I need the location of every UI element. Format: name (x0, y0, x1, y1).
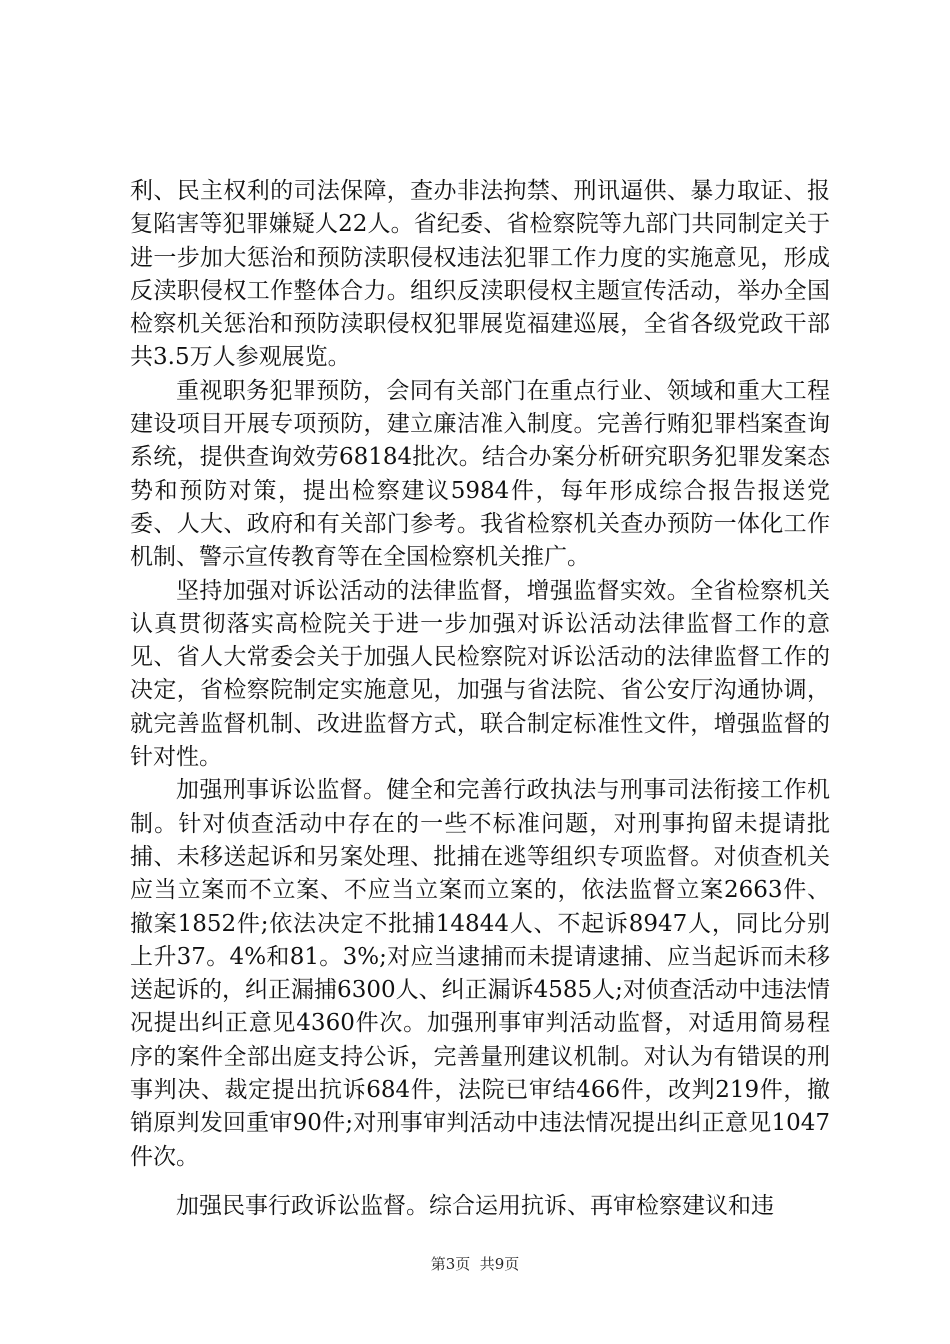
page-footer (0, 1253, 950, 1274)
paragraph-litigation-supervision: 坚持加强对诉讼活动的法律监督，增强监督实效。全省检察机关认真贯彻落实高检院关于进一步加强对诉讼活动法律监督工作的意见、省人大常委会关于加强人民检察院对诉讼活动的法律监督工作的决定，省检察院制定实施意见，加强与省法院、省公安厅沟通协调，就完善监督机制、改进监督方式，联合制定标准性文件，增强监督的针对性。 (130, 577, 830, 771)
document-body (130, 175, 830, 1223)
paragraph-continuation: 利、民主权利的司法保障，查办非法拘禁、刑讯逼供、暴力取证、报复陷害等犯罪嫌疑人22人。省纪委、省检察院等九部门共同制定关于进一步加大惩治和预防渎职侵权违法犯罪工作力度的实施意见，形成反渎职侵权工作整体合力。组织反渎职侵权主题宣传活动，举办全国检察机关惩治和预防渎职侵权犯罪展览福建巡展，全省各级党政干部共3.5万人参观展览。 (130, 178, 830, 371)
paragraph-criminal-supervision: 加强刑事诉讼监督。健全和完善行政执法与刑事司法衔接工作机制。针对侦查活动中存在的一些不标准问题，对刑事拘留未提请批捕、未移送起诉和另案处理、批捕在逃等组织专项监督。对侦查机关应当立案而不立案、不应当立案而立案的，依法监督立案2663件、撤案1852件;依法决定不批捕14844人、不起诉8947人，同比分别上升37。4%和81。3%;对应当逮捕而未提请逮捕、应当起诉而未移送起诉的，纠正漏捕6300人、纠正漏诉4585人;对侦查活动中违法情况提出纠正意见4360件次。加强刑事审判活动监督，对适用简易程序的案件全部出庭支持公诉，完善量刑建议机制。对认为有错误的刑事判决、裁定提出抗诉684件，法院已审结466件，改判219件，撤销原判发回重审90件;对刑事审判活动中违法情况提出纠正意见1047件次。 (130, 777, 830, 1170)
paragraph-civil-administrative: 加强民事行政诉讼监督。综合运用抗诉、再审检察建议和违 (176, 1192, 774, 1219)
page-number: 第3页 共9页 (430, 1255, 520, 1273)
paragraph-prevention: 重视职务犯罪预防，会同有关部门在重点行业、领域和重大工程建设项目开展专项预防，建立廉洁准入制度。完善行贿犯罪档案查询系统，提供查询效劳68184批次。结合办案分析研究职务犯罪发案态势和预防对策，提出检察建议5984件，每年形成综合报告报送党委、人大、政府和有关部门参考。我省检察机关查办预防一体化工作机制、警示宣传教育等在全国检察机关推广。 (130, 377, 830, 571)
